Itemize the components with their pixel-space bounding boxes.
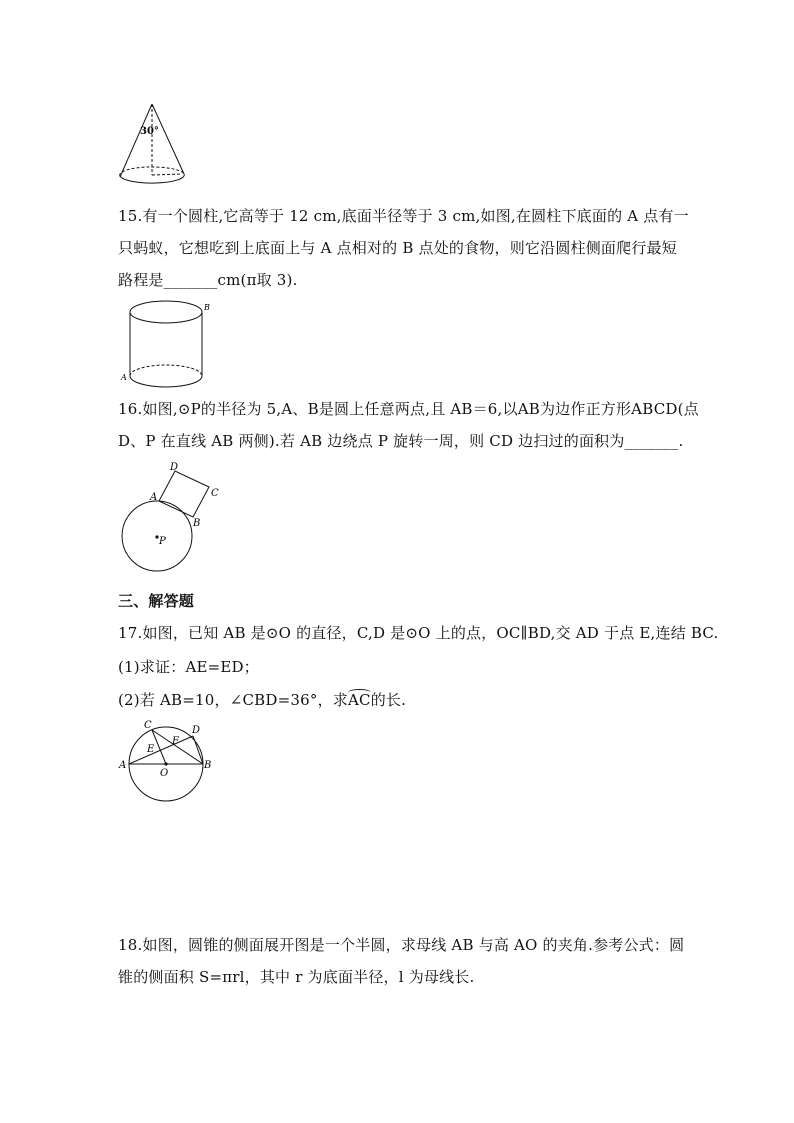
label-o: O xyxy=(160,768,169,779)
q15-line1: 15.有一个圆柱,它高等于 12 cm,底面半径等于 3 cm,如图,在圆柱下底面的 A 点有一 xyxy=(118,207,689,225)
label-d: D xyxy=(170,462,179,473)
q18-line2: 锥的侧面积 S=πrl，其中 r 为底面半径，l 为母线长. xyxy=(118,968,475,986)
square-abcd xyxy=(159,471,209,517)
cylinder-bottom-back xyxy=(130,365,202,376)
q17-line3-post: 的长. xyxy=(370,691,407,709)
arc-ac: AC xyxy=(347,691,371,709)
label-e: E xyxy=(147,744,155,755)
q16-line1: 16.如图,⊙P的半径为 5,A、B是圆上任意两点,且 AB＝6,以AB为边作正方形ABCD(点 xyxy=(118,400,699,418)
label-b: B xyxy=(193,518,201,529)
segment-ad xyxy=(129,736,193,764)
segment-bd xyxy=(193,736,203,764)
q17-line1: 17.如图，已知 AB 是⊙O 的直径，C,D 是⊙O 上的点，OC∥BD,交 AD 于点 E,连结 BC. xyxy=(118,624,719,642)
label-c: C xyxy=(144,720,152,731)
cone-right-edge xyxy=(152,104,184,174)
q15-line3: 路程是_______cm(π取 3). xyxy=(118,271,298,289)
circle-square-figure xyxy=(116,456,226,576)
q17-line3 xyxy=(118,690,406,710)
cylinder-label-a: A xyxy=(121,373,127,382)
cylinder-top xyxy=(130,301,202,323)
label-b: B xyxy=(204,760,212,771)
center-point-o xyxy=(164,762,167,765)
q18-line1: 18.如图，圆锥的侧面展开图是一个半圆，求母线 AB 与高 AO 的夹角.参考公式：圆 xyxy=(118,936,685,954)
q15-line2: 只蚂蚁，它想吃到上底面上与 A 点相对的 B 点处的食物，则它沿圆柱侧面爬行最短 xyxy=(118,239,677,257)
cylinder-label-b: B xyxy=(204,303,210,312)
label-d: D xyxy=(192,725,201,736)
section-3-title: 三、解答题 xyxy=(118,592,195,610)
cone-radius xyxy=(152,174,182,175)
label-c: C xyxy=(211,488,219,499)
cone-angle-label: 30° xyxy=(140,126,159,137)
q16-line2: D、P 在直线 AB 两侧).若 AB 边绕点 P 旋转一周，则 CD 边扫过的面积为_______. xyxy=(118,432,684,450)
cone-figure xyxy=(116,102,188,190)
label-a: A xyxy=(119,760,127,771)
circle-o-figure xyxy=(116,716,220,808)
q17-line2: (1)求证：AE=ED； xyxy=(118,658,259,676)
label-p: P xyxy=(159,536,166,547)
cone-left-edge xyxy=(120,104,152,177)
label-a: A xyxy=(150,492,158,503)
cylinder-figure xyxy=(116,298,216,390)
cylinder-bottom-front xyxy=(130,376,202,387)
q17-line3-pre: (2)若 AB=10，∠CBD=36°，求 xyxy=(118,691,348,709)
label-f: F xyxy=(172,736,179,747)
